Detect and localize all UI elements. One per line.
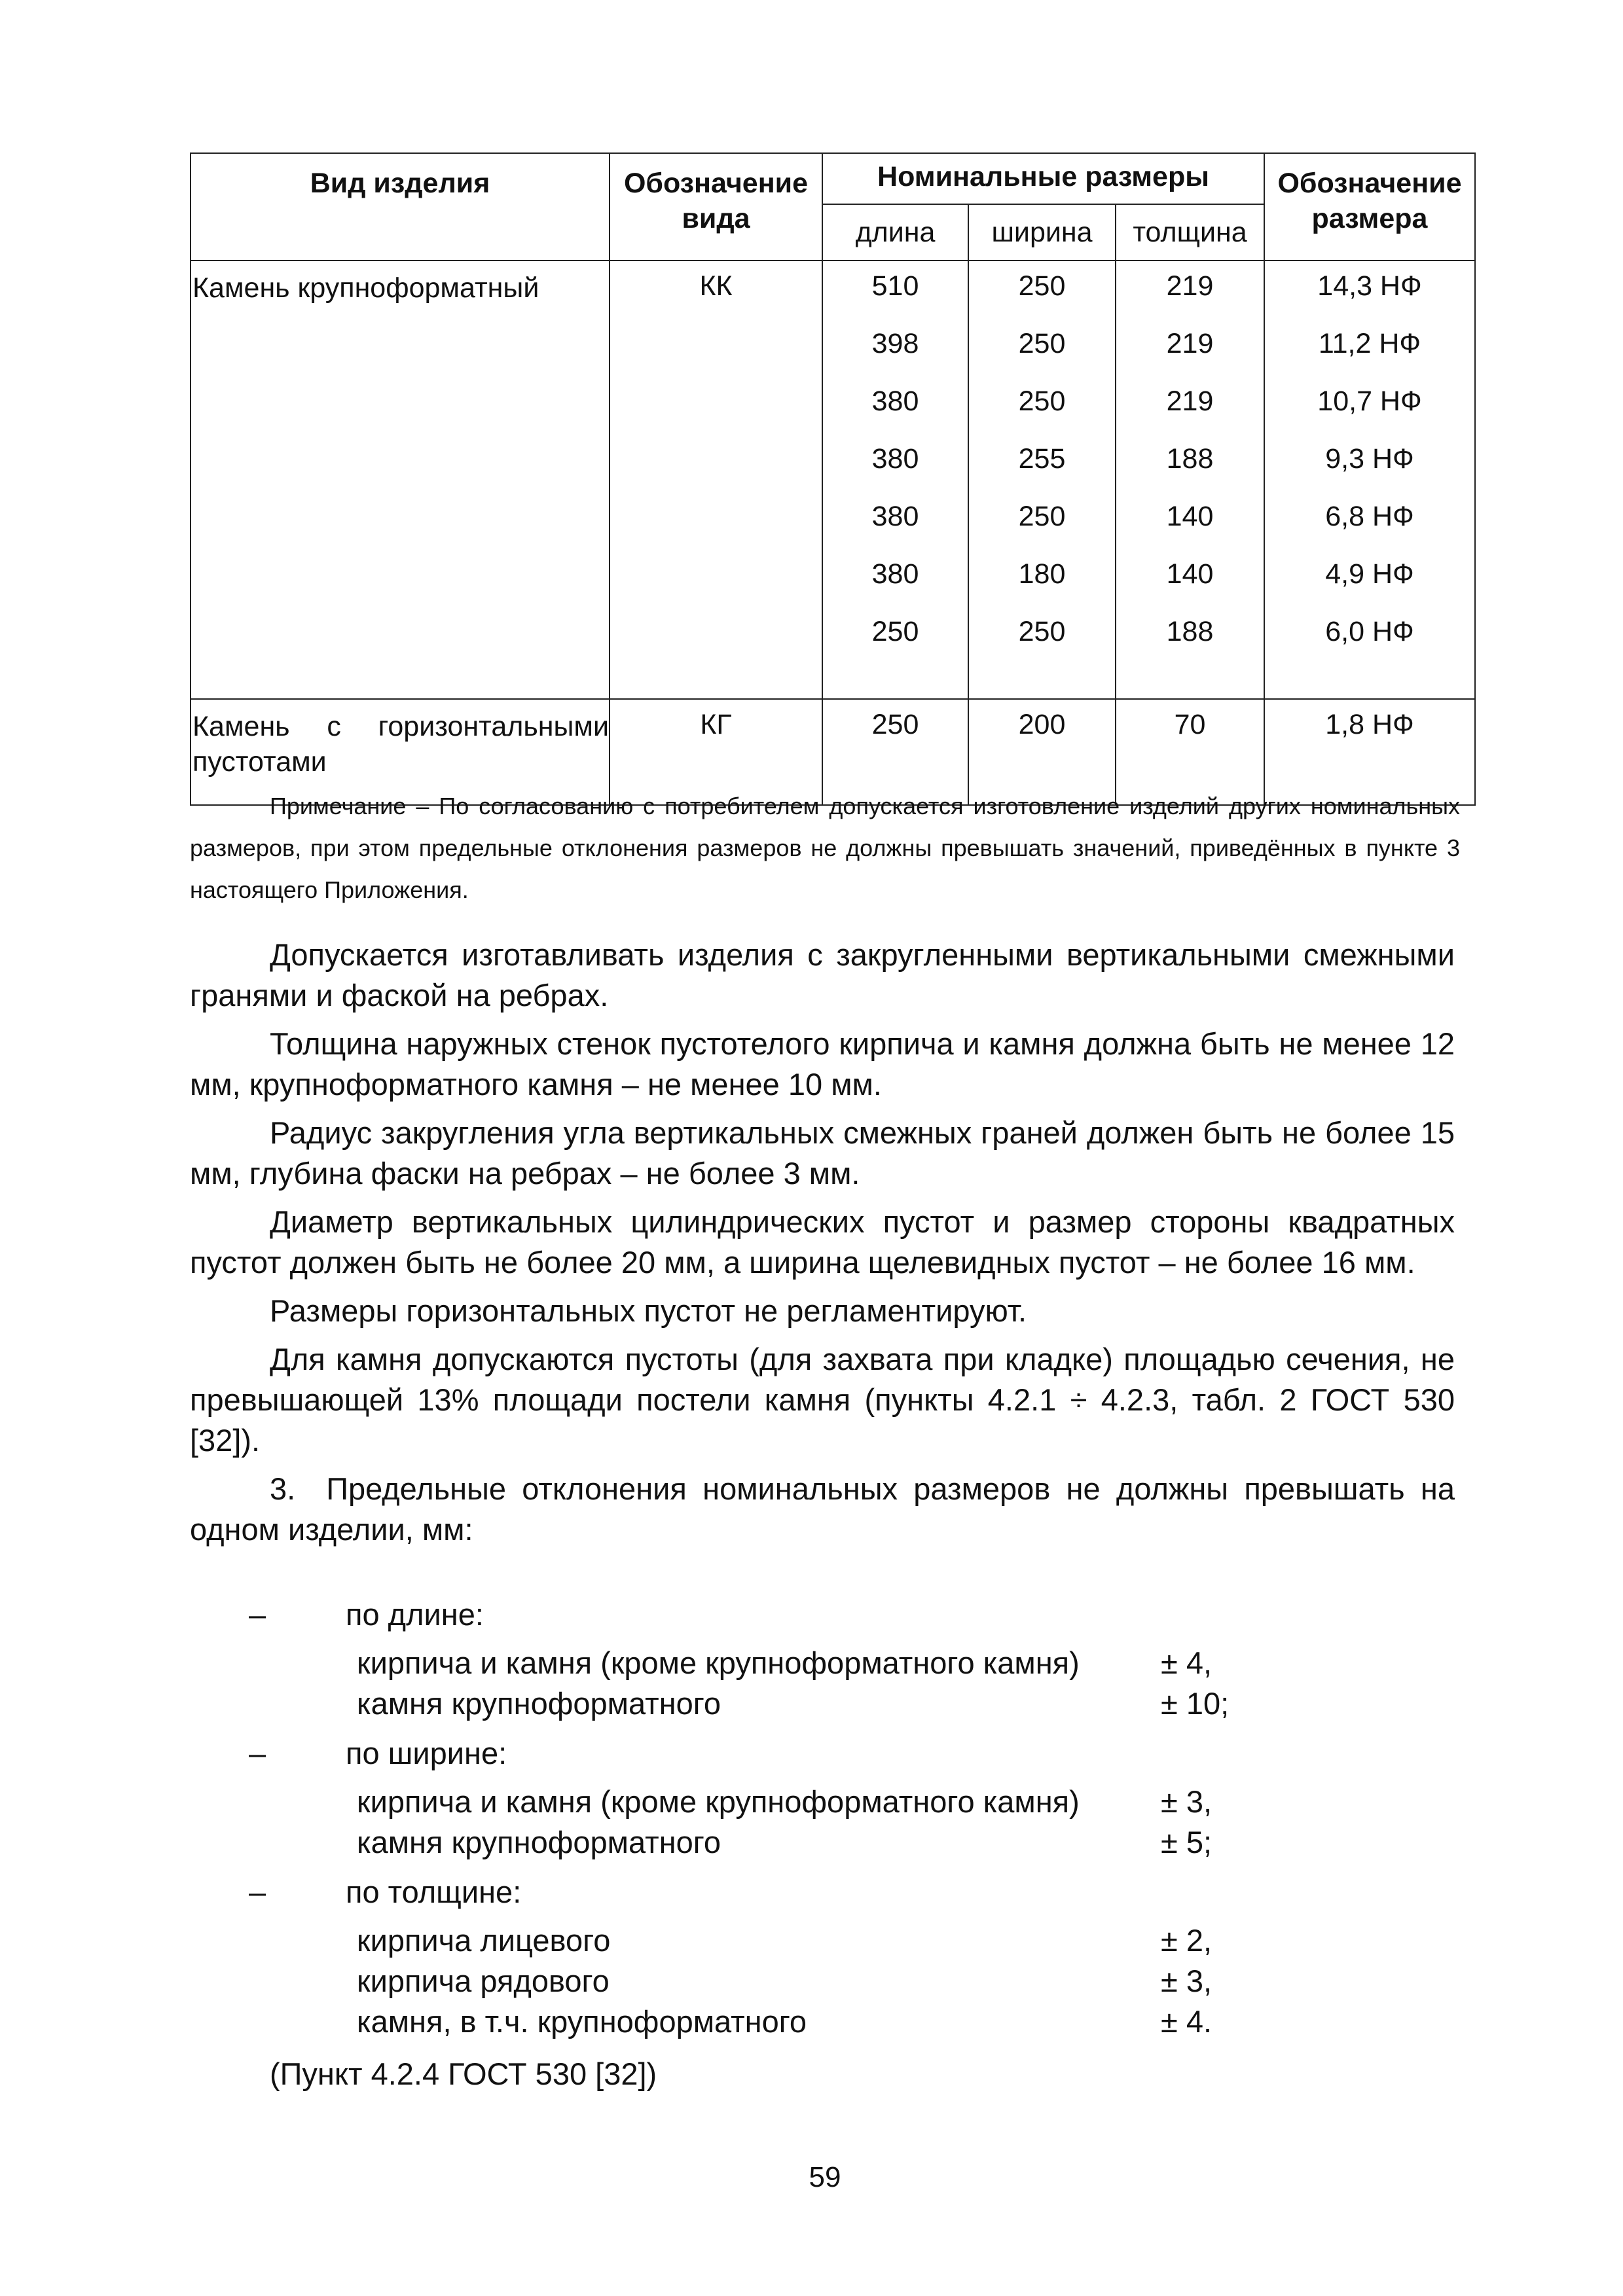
paragraph: Диаметр вертикальных цилиндрических пустот и размер стороны квадратных пустот должен быть не более 20 мм, а ширина щелевидных пустот – не более 16 мм. xyxy=(190,1204,1455,1280)
header-thickness: толщина xyxy=(1116,204,1264,260)
cell-size-code: 6,8 НФ xyxy=(1264,501,1475,558)
list-item: кирпича лицевого ± 2, xyxy=(357,1923,1213,1958)
tolerance-heading-thickness: – по толщине: xyxy=(249,1874,522,1909)
header-width: ширина xyxy=(968,204,1116,260)
table-header-row xyxy=(191,153,1475,204)
paragraph: Толщина наружных стенок пустотелого кирпича и камня должна быть не менее 12 мм, крупноформатного камня – не менее 10 мм. xyxy=(190,1026,1455,1102)
table-row xyxy=(191,386,1475,443)
cell-length: 380 xyxy=(822,501,968,558)
cell-length: 250 xyxy=(822,699,968,805)
standard-reference: (Пункт 4.2.4 ГОСТ 530 [32]) xyxy=(270,2056,657,2091)
paragraph: Радиус закругления угла вертикальных смежных граней должен быть не более 15 мм, глубина фаски на ребрах – не более 3 мм. xyxy=(190,1115,1455,1191)
list-item: кирпича рядового ± 3, xyxy=(357,1964,1213,1998)
cell-length: 398 xyxy=(822,328,968,386)
header-product-type: Вид изделия xyxy=(191,153,610,260)
tolerance-list-width xyxy=(357,1782,1213,1863)
cell-width: 200 xyxy=(968,699,1116,805)
cell-length: 510 xyxy=(822,260,968,328)
list-item: кирпича и камня (кроме крупноформатного камня) ± 3, xyxy=(357,1784,1213,1819)
cell-size-code: 4,9 НФ xyxy=(1264,558,1475,616)
cell-width: 180 xyxy=(968,558,1116,616)
header-nominal-sizes: Номинальные размеры xyxy=(822,153,1264,204)
cell-length: 250 xyxy=(822,616,968,699)
cell-length: 380 xyxy=(822,558,968,616)
cell-width: 255 xyxy=(968,443,1116,501)
tolerance-heading-length: – по длине: xyxy=(249,1597,484,1632)
product-code: КГ xyxy=(610,699,822,805)
product-name: Камень крупноформатный xyxy=(191,260,610,328)
product-code: КК xyxy=(610,260,822,328)
cell-width: 250 xyxy=(968,386,1116,443)
cell-thickness: 70 xyxy=(1116,699,1264,805)
header-length: длина xyxy=(822,204,968,260)
cell-size-code: 11,2 НФ xyxy=(1264,328,1475,386)
cell-thickness: 140 xyxy=(1116,501,1264,558)
cell-length: 380 xyxy=(822,386,968,443)
list-item: кирпича и камня (кроме крупноформатного камня) ± 4, xyxy=(357,1645,1213,1680)
table-row xyxy=(191,443,1475,501)
page-number: 59 xyxy=(809,2161,841,2193)
cell-size-code: 9,3 НФ xyxy=(1264,443,1475,501)
table-row xyxy=(191,328,1475,386)
cell-width: 250 xyxy=(968,260,1116,328)
cell-thickness: 188 xyxy=(1116,616,1264,699)
tolerance-list-thickness xyxy=(357,1920,1213,2042)
cell-length: 380 xyxy=(822,443,968,501)
table-row xyxy=(191,501,1475,558)
cell-size-code: 6,0 НФ xyxy=(1264,616,1475,699)
paragraph-numbered: 3. Предельные отклонения номинальных размеров не должны превышать на одном изделии, мм: xyxy=(190,1471,1455,1547)
cell-width: 250 xyxy=(968,328,1116,386)
header-type-code: Обозначение вида xyxy=(610,153,822,260)
list-item: камня, в т.ч. крупноформатного ± 4. xyxy=(357,2004,1213,2039)
table-row xyxy=(191,558,1475,616)
body-text xyxy=(190,935,1455,1550)
cell-size-code: 14,3 НФ xyxy=(1264,260,1475,328)
paragraph: Допускается изготавливать изделия с закругленными вертикальными смежными гранями и фаской на ребрах. xyxy=(190,937,1455,1013)
paragraph: Для камня допускаются пустоты (для захвата при кладке) площадью сечения, не превышающей 13% площади постели камня (пункты 4.2.1 ÷ 4.2.3, табл. 2 ГОСТ 530 [32]). xyxy=(190,1342,1455,1458)
table-note: Примечание – По согласованию с потребителем допускается изготовление изделий других номинальных размеров, при этом предельные отклонения размеров не должны превышать значений, приведённых в пункте 3 настоящего Приложения. xyxy=(190,793,1460,903)
tolerance-list-length xyxy=(357,1643,1230,1724)
sizes-table xyxy=(190,152,1476,806)
list-item: камня крупноформатного ± 5; xyxy=(357,1825,1213,1859)
tolerance-heading-width: – по ширине: xyxy=(249,1736,507,1770)
cell-size-code: 1,8 НФ xyxy=(1264,699,1475,805)
cell-width: 250 xyxy=(968,616,1116,699)
header-size-code: Обозначение размера xyxy=(1264,153,1475,260)
cell-thickness: 219 xyxy=(1116,260,1264,328)
cell-thickness: 219 xyxy=(1116,328,1264,386)
table-row xyxy=(191,616,1475,699)
table-row xyxy=(191,260,1475,328)
cell-thickness: 188 xyxy=(1116,443,1264,501)
list-item: камня крупноформатного ± 10; xyxy=(357,1686,1230,1721)
cell-thickness: 140 xyxy=(1116,558,1264,616)
product-name: Камень с горизонтальными пустотами xyxy=(191,699,610,805)
cell-width: 250 xyxy=(968,501,1116,558)
cell-size-code: 10,7 НФ xyxy=(1264,386,1475,443)
paragraph: Размеры горизонтальных пустот не регламентируют. xyxy=(270,1293,1027,1328)
cell-thickness: 219 xyxy=(1116,386,1264,443)
